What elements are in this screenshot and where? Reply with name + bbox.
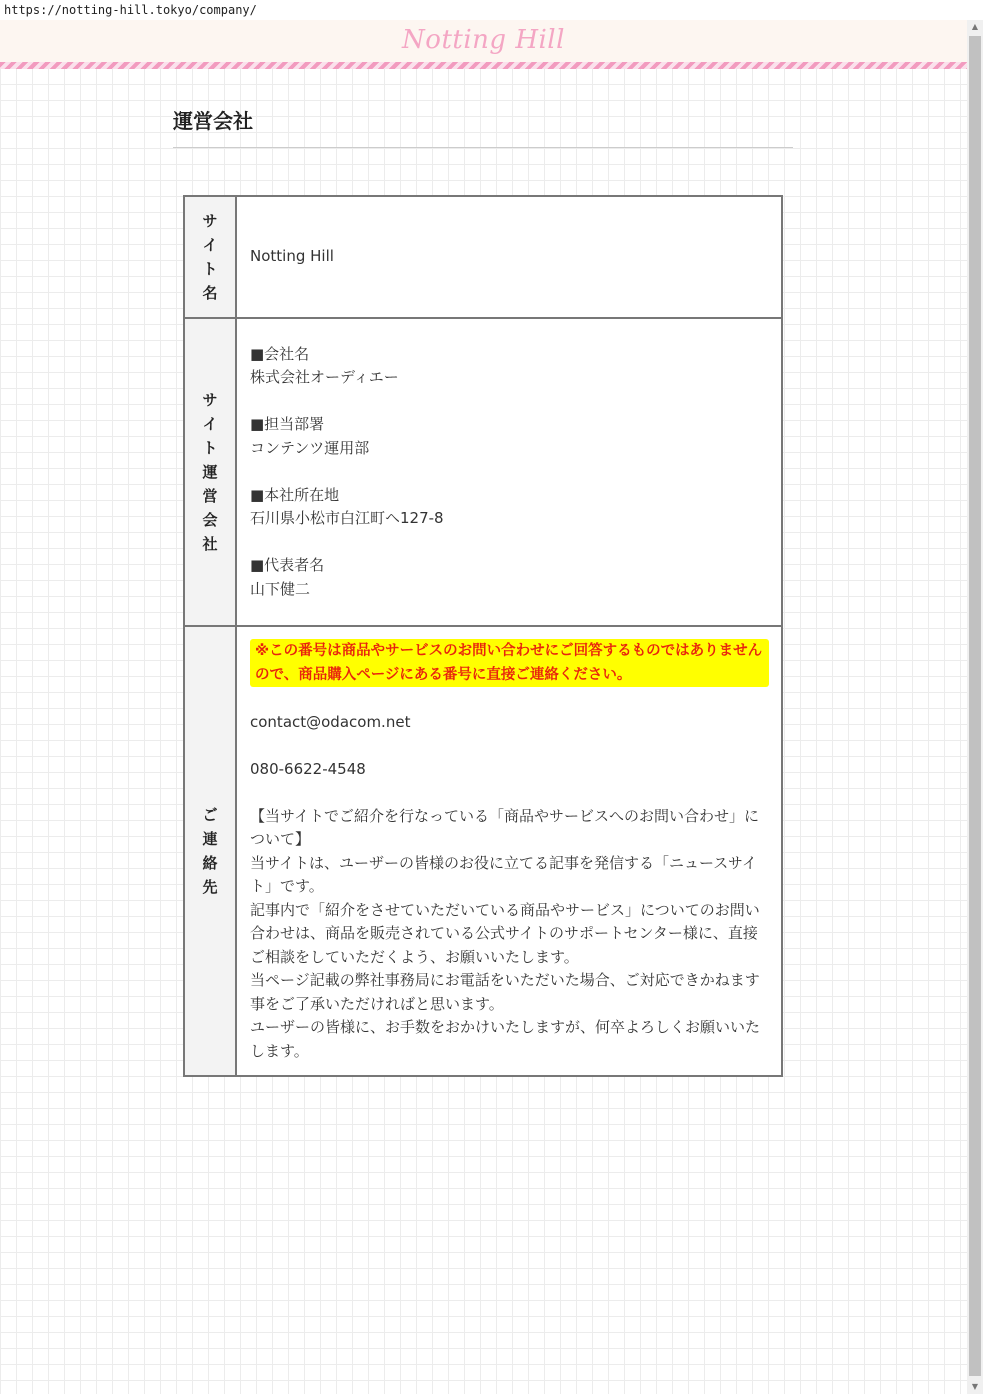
inquiry-paragraph-4: ユーザーの皆様に、お手数をおかけいたしますが、何卒よろしくお願いいたします。 <box>250 1018 761 1060</box>
company-info-table <box>183 195 783 1077</box>
inquiry-section <box>250 805 769 1064</box>
scrollbar-thumb[interactable] <box>969 36 981 1376</box>
page-title: 運営会社 <box>173 109 253 133</box>
contact-label: ご連絡先 <box>202 806 218 896</box>
company-name-heading: ■会社名 <box>250 344 310 363</box>
contact-email: contact@odacom.net <box>250 712 411 731</box>
scroll-down-arrow-icon[interactable]: ▼ <box>971 1382 979 1391</box>
address-heading: ■本社所在地 <box>250 485 340 504</box>
address-value: 石川県小松市白江町ヘ127-8 <box>250 509 444 528</box>
operator-cell <box>236 318 782 626</box>
representative-block <box>250 554 769 601</box>
contact-row <box>184 626 782 1076</box>
department-block <box>250 413 769 460</box>
phone-notice-highlight: ※この番号は商品やサービスのお問い合わせにご回答するものではありませんので、商品購入ページにある番号に直接ご連絡ください。 <box>250 639 769 687</box>
contact-phone: 080-6622-4548 <box>250 759 366 778</box>
header-stripe-divider <box>0 62 967 69</box>
site-name-value: Notting Hill <box>250 247 334 266</box>
scroll-up-arrow-icon[interactable]: ▲ <box>971 22 979 31</box>
page-viewport <box>0 20 967 1394</box>
vertical-scrollbar[interactable] <box>967 20 983 1394</box>
department-heading: ■担当部署 <box>250 415 325 434</box>
site-name-label: サイト名 <box>202 212 218 302</box>
operator-label: サイト運営会社 <box>202 391 218 553</box>
address-block <box>250 484 769 531</box>
site-name-header <box>184 196 236 318</box>
operator-row <box>184 318 782 626</box>
inquiry-paragraph-1: 当サイトは、ユーザーの皆様のお役に立てる記事を発信する「ニュースサイト」です。 <box>250 853 757 895</box>
site-logo[interactable]: Notting Hill <box>402 25 565 55</box>
representative-heading: ■代表者名 <box>250 556 325 575</box>
operator-header <box>184 318 236 626</box>
contact-header <box>184 626 236 1076</box>
contact-cell <box>236 626 782 1076</box>
inquiry-paragraph-3: 当ページ記載の弊社事務局にお電話をいただいた場合、ご対応できかねます事をご了承いただければと思います。 <box>250 971 760 1013</box>
site-name-row <box>184 196 782 318</box>
site-header <box>0 20 967 62</box>
inquiry-heading: 【当サイトでご紹介を行なっている「商品やサービスへのお問い合わせ」について】 <box>250 806 759 848</box>
company-name-block <box>250 343 769 390</box>
title-divider <box>173 147 793 148</box>
site-name-cell <box>236 196 782 318</box>
department-value: コンテンツ運用部 <box>250 438 370 457</box>
address-bar-url[interactable]: https://notting-hill.tokyo/company/ <box>0 0 983 20</box>
representative-value: 山下健二 <box>250 579 311 598</box>
company-name-value: 株式会社オーディエー <box>250 368 399 387</box>
inquiry-paragraph-2: 記事内で「紹介をさせていただいている商品やサービス」についてのお問い合わせは、商品を販売されている公式サイトのサポートセンター様に、直接ご相談をしていただくよう、お願いいたします。 <box>250 900 760 966</box>
